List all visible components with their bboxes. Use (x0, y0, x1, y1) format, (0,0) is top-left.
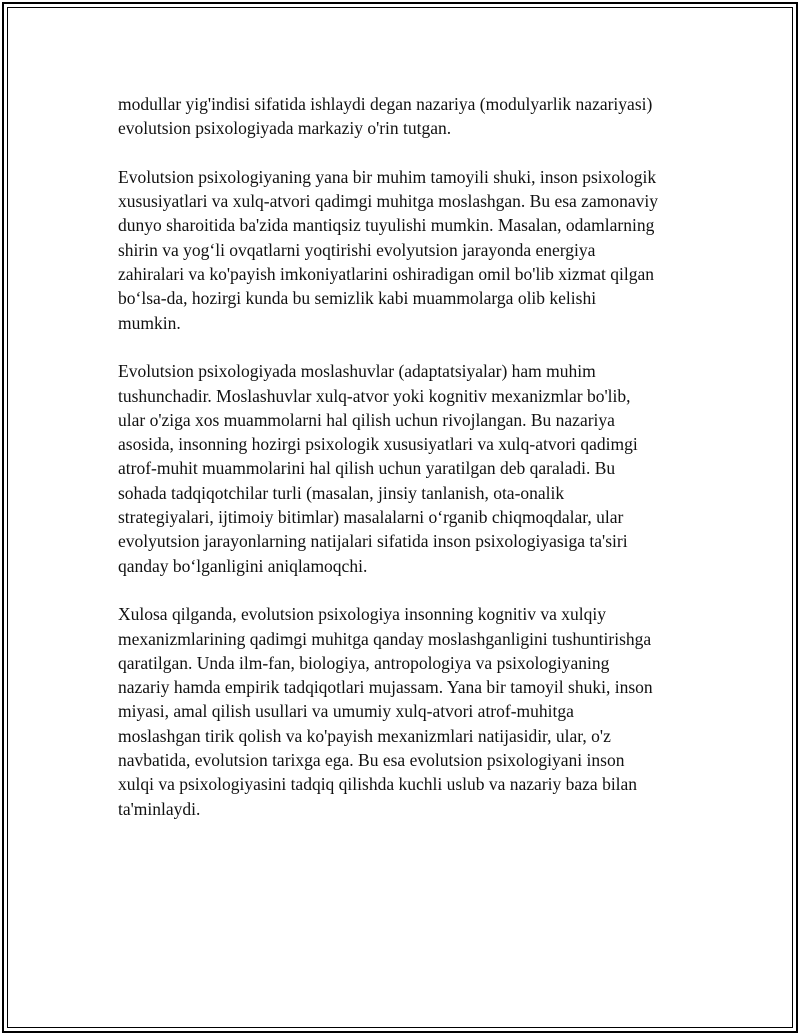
text-line: nazariy hamda empirik tadqiqotlari mujassam. Yana bir tamoyil shuki, inson (118, 677, 653, 698)
text-line: moslashgan tirik qolish va ko'payish mexanizmlari natijasidir, ular, o'z (118, 725, 611, 746)
text-line: ular o'ziga xos muammolarni hal qilish uchun rivojlangan. Bu nazariya (118, 409, 615, 430)
text-line: bo‘lsa-da, hozirgi kunda bu semizlik kabi muammolarga olib kelishi (118, 288, 597, 309)
paragraph-1 (118, 92, 698, 141)
text-line: asosida, insonning hozirgi psixologik xususiyatlari va xulq-atvori qadimgi (118, 434, 638, 455)
text-line: qaratilgan. Unda ilm-fan, biologiya, antropologiya va psixologiyaning (118, 652, 610, 673)
text-line: evolyutsion jarayonlarning natijalari sifatida inson psixologiyasiga ta'siri (118, 531, 628, 552)
text-line: sohada tadqiqotchilar turli (masalan, jinsiy tanlanish, ota-onalik (118, 482, 565, 503)
text-line: strategiyalari, ijtimoiy bitimlar) masalalarni o‘rganib chiqmoqdalar, ular (118, 507, 624, 528)
paragraph-4 (118, 602, 698, 821)
paragraph-2 (118, 165, 698, 335)
text-line: modullar yig'indisi sifatida ishlaydi degan nazariya (modulyarlik nazariyasi) (118, 94, 653, 114)
text-line: ta'minlaydi. (118, 798, 201, 819)
text-line: dunyo sharoitida ba'zida mantiqsiz tuyulishi mumkin. Masalan, odamlarning (118, 215, 655, 236)
paragraph-3 (118, 359, 698, 578)
text-line: zahiralari va ko'payish imkoniyatlarini oshiradigan omil bo'lib xizmat qilgan (118, 264, 655, 285)
text-line: mexanizmlarining qadimgi muhitga qanday moslashganligini tushuntirishga (118, 628, 652, 649)
text-line: tushunchadir. Moslashuvlar xulq-atvor yoki kognitiv mexanizmlar bo'lib, (118, 385, 631, 406)
text-line: evolutsion psixologiyada markaziy o'rin tutgan. (118, 118, 452, 139)
text-line: Evolutsion psixologiyaning yana bir muhim tamoyili shuki, inson psixologik (118, 166, 657, 187)
text-line: xulqi va psixologiyasini tadqiq qilishda kuchli uslub va nazariy baza bilan (118, 774, 638, 795)
text-line: atrof-muhit muammolarini hal qilish uchun yaratilgan deb qaraladi. Bu (118, 458, 616, 479)
text-line: navbatida, evolutsion tarixga ega. Bu esa evolutsion psixologiyani inson (118, 750, 625, 771)
text-line: Evolutsion psixologiyada moslashuvlar (adaptatsiyalar) ham muhim (118, 361, 596, 382)
text-line: mumkin. (118, 312, 181, 333)
text-line: xususiyatlari va xulq-atvori qadimgi muhitga moslashgan. Bu esa zamonaviy (118, 191, 658, 212)
document-body (118, 92, 698, 845)
text-line: Xulosa qilganda, evolutsion psixologiya insonning kognitiv va xulqiy (118, 604, 607, 625)
text-line: shirin va yog‘li ovqatlarni yoqtirishi evolyutsion jarayonda energiya (118, 239, 596, 260)
text-line: miyasi, amal qilish usullari va umumiy xulq-atvori atrof-muhitga (118, 701, 574, 722)
text-line: qanday bo‘lganligini aniqlamoqchi. (118, 555, 368, 576)
